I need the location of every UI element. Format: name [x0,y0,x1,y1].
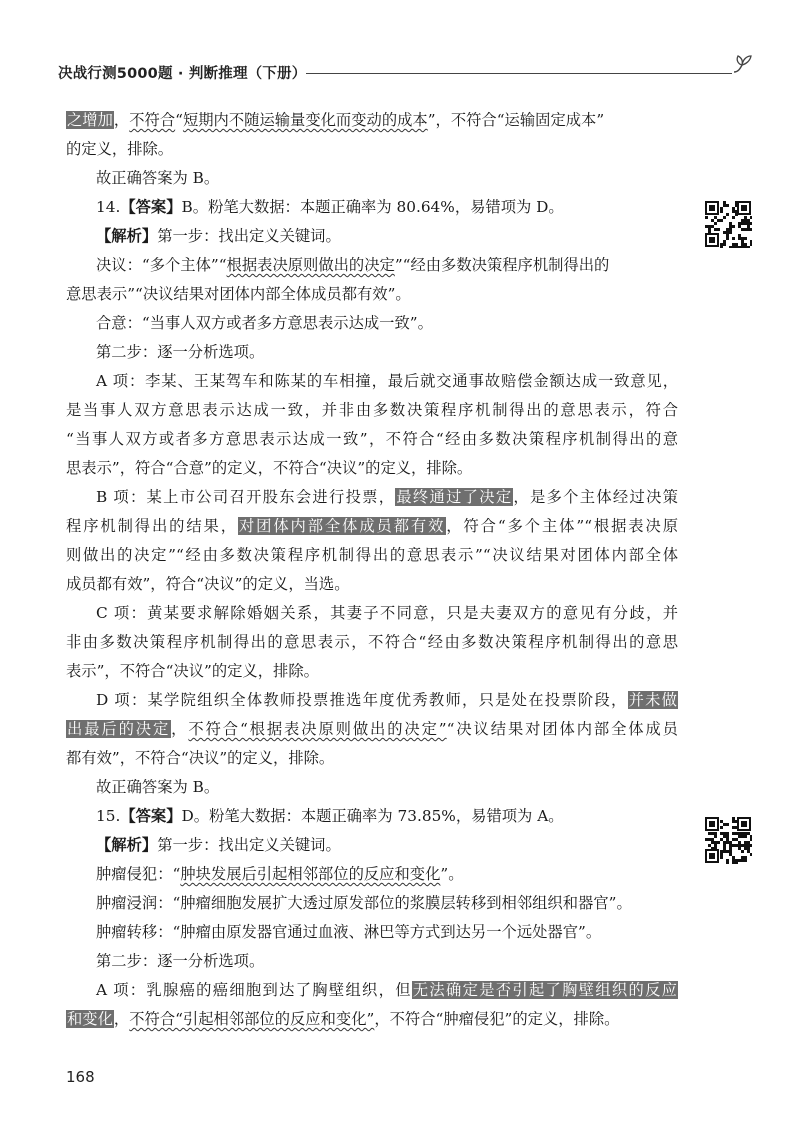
page-number: 168 [66,1068,95,1086]
text-line [66,802,678,831]
text-run: “当事人双方或者多方意思表示达成一致”，不符合“经由多数决策程序机制得出的意 [66,430,678,448]
text-line [66,831,678,860]
text-line [66,686,678,715]
text-run: 都有效”，不符合“决议”的定义，排除。 [66,749,335,767]
text-run: A 项：李某、王某驾车和陈某的车相撞，最后就交通事故赔偿金额达成一致意见， [96,372,678,390]
text-line [66,454,678,483]
text-run: 肿瘤侵犯：“ [96,865,181,883]
text-line [66,106,678,135]
text-run: D 项：某学院组织全体教师投票推选年度优秀教师，只是处在投票阶段， [96,691,628,709]
text-line [66,947,678,976]
sprout-icon [730,52,756,76]
text-run: ”。 [440,865,464,883]
text-run: ，符合“多个主体”“根据表决原 [446,517,678,535]
text-run: ”“经由多数决策程序机制得出的 [394,256,610,274]
qr-code-icon [704,200,752,248]
header-title: 决战行测5000题 · 判断推理（下册） [58,66,307,82]
underlined-keyword: 短期内不随运输量变化而变动的成本 [182,111,428,129]
highlighted-text: 对团体内部全体成员都有效 [238,517,446,535]
text-run: 15. [96,807,121,825]
text-line [66,309,678,338]
text-run: A 项：乳腺癌的癌细胞到达了胸壁组织，但 [96,981,412,999]
text-run: ， [113,1010,130,1028]
text-line [66,860,678,889]
qr-code-icon [704,816,752,864]
text-line [66,222,678,251]
text-line [66,773,678,802]
text-line [66,512,678,541]
text-run: 第二步：逐一分析选项。 [96,343,265,361]
text-line [66,280,678,309]
underlined-keyword: 不符合“引起相邻部位的反应和变化” [129,1010,375,1028]
text-line [66,396,678,425]
text-run: 程序机制得出的结果， [66,517,238,535]
highlighted-text: 和变化 [67,1010,113,1028]
text-line [66,541,678,570]
text-line [66,657,678,686]
underlined-keyword: 根据表决原则做出的决定 [226,256,395,274]
text-line [66,367,678,396]
text-line [66,744,678,773]
text-run: ， [113,111,130,129]
qr-code-14[interactable] [704,200,752,248]
text-line [66,628,678,657]
text-run: B 项：某上市公司召开股东会进行投票， [96,488,396,506]
text-run: B。粉笔大数据：本题正确率为 80.64%，易错项为 D。 [181,198,564,216]
text-line [66,599,678,628]
text-run: 合意：“当事人双方或者多方意思表示达成一致”。 [96,314,433,332]
text-run: 第一步：找出定义关键词。 [157,227,341,245]
highlighted-text: 最终通过了决定 [396,488,513,506]
text-line [66,135,678,164]
text-run: ， [171,720,189,738]
text-line [66,715,678,744]
label-bracket: 【答案】 [120,807,182,825]
text-run: 思表示”，符合“合意”的定义，不符合“决议”的定义，排除。 [66,459,473,477]
label-bracket: 【解析】 [96,227,158,245]
running-header [58,62,758,86]
underlined-keyword: 不符合 [129,111,176,129]
text-line [66,918,678,947]
text-run: 则做出的决定”“经由多数决策程序机制得出的意思表示”“决议结果对团体内部全体 [66,546,678,564]
text-run: D。粉笔大数据：本题正确率为 73.85%，易错项为 A。 [181,807,564,825]
text-run: ，不符合“肿瘤侵犯”的定义，排除。 [374,1010,620,1028]
text-line [66,889,678,918]
text-run: 14. [96,198,121,216]
text-run: 成员都有效”，符合“决议”的定义，当选。 [66,575,350,593]
text-run: C 项：黄某要求解除婚姻关系，其妻子不同意，只是夫妻双方的意见有分歧，并 [96,604,678,622]
text-run: 的定义，排除。 [66,140,174,158]
text-run: “决议结果对团体内部全体成员 [446,720,678,738]
highlighted-text: 无法确定是否引起了胸壁组织的反应 [412,981,677,999]
label-bracket: 【答案】 [120,198,182,216]
text-run: 故正确答案为 B。 [96,169,220,187]
text-line [66,483,678,512]
text-run: 意思表示”“决议结果对团体内部全体成员都有效”。 [66,285,411,303]
underlined-keyword: 不符合“根据表决原则做出的决定” [188,720,447,738]
text-line [66,164,678,193]
text-line [66,338,678,367]
underlined-keyword: 肿块发展后引起相邻部位的反应和变化 [180,865,441,883]
text-line [66,976,678,1005]
text-run: 肿瘤转移：“肿瘤由原发器官通过血液、淋巴等方式到达另一个远处器官”。 [96,923,602,941]
text-run: 表示”，不符合“决议”的定义，排除。 [66,662,319,680]
text-run: ”，不符合“运输固定成本” [427,111,605,129]
text-run: ，是多个主体经过决策 [513,488,678,506]
highlighted-text: 并未做 [628,691,677,709]
text-run: 决议：“多个主体”“ [96,256,227,274]
text-line [66,251,678,280]
text-run: 非由多数决策程序机制得出的意思表示，不符合“经由多数决策程序机制得出的意思 [66,633,678,651]
qr-code-15[interactable] [704,816,752,864]
text-run: 是当事人双方意思表示达成一致，并非由多数决策程序机制得出的意思表示，符合 [66,401,678,419]
text-line [66,193,678,222]
answer-explanation-body [66,106,678,1034]
header-rule [306,73,732,74]
text-line [66,570,678,599]
text-run: 第一步：找出定义关键词。 [157,836,341,854]
highlighted-text: 之增加 [67,111,113,129]
text-run: 第二步：逐一分析选项。 [96,952,265,970]
text-line [66,425,678,454]
text-run: 故正确答案为 B。 [96,778,220,796]
text-run: “ [175,111,183,129]
highlighted-text: 出最后的决定 [67,720,171,738]
label-bracket: 【解析】 [96,836,158,854]
text-run: 肿瘤浸润：“肿瘤细胞发展扩大透过原发部位的浆膜层转移到相邻组织和器官”。 [96,894,632,912]
text-line [66,1005,678,1034]
